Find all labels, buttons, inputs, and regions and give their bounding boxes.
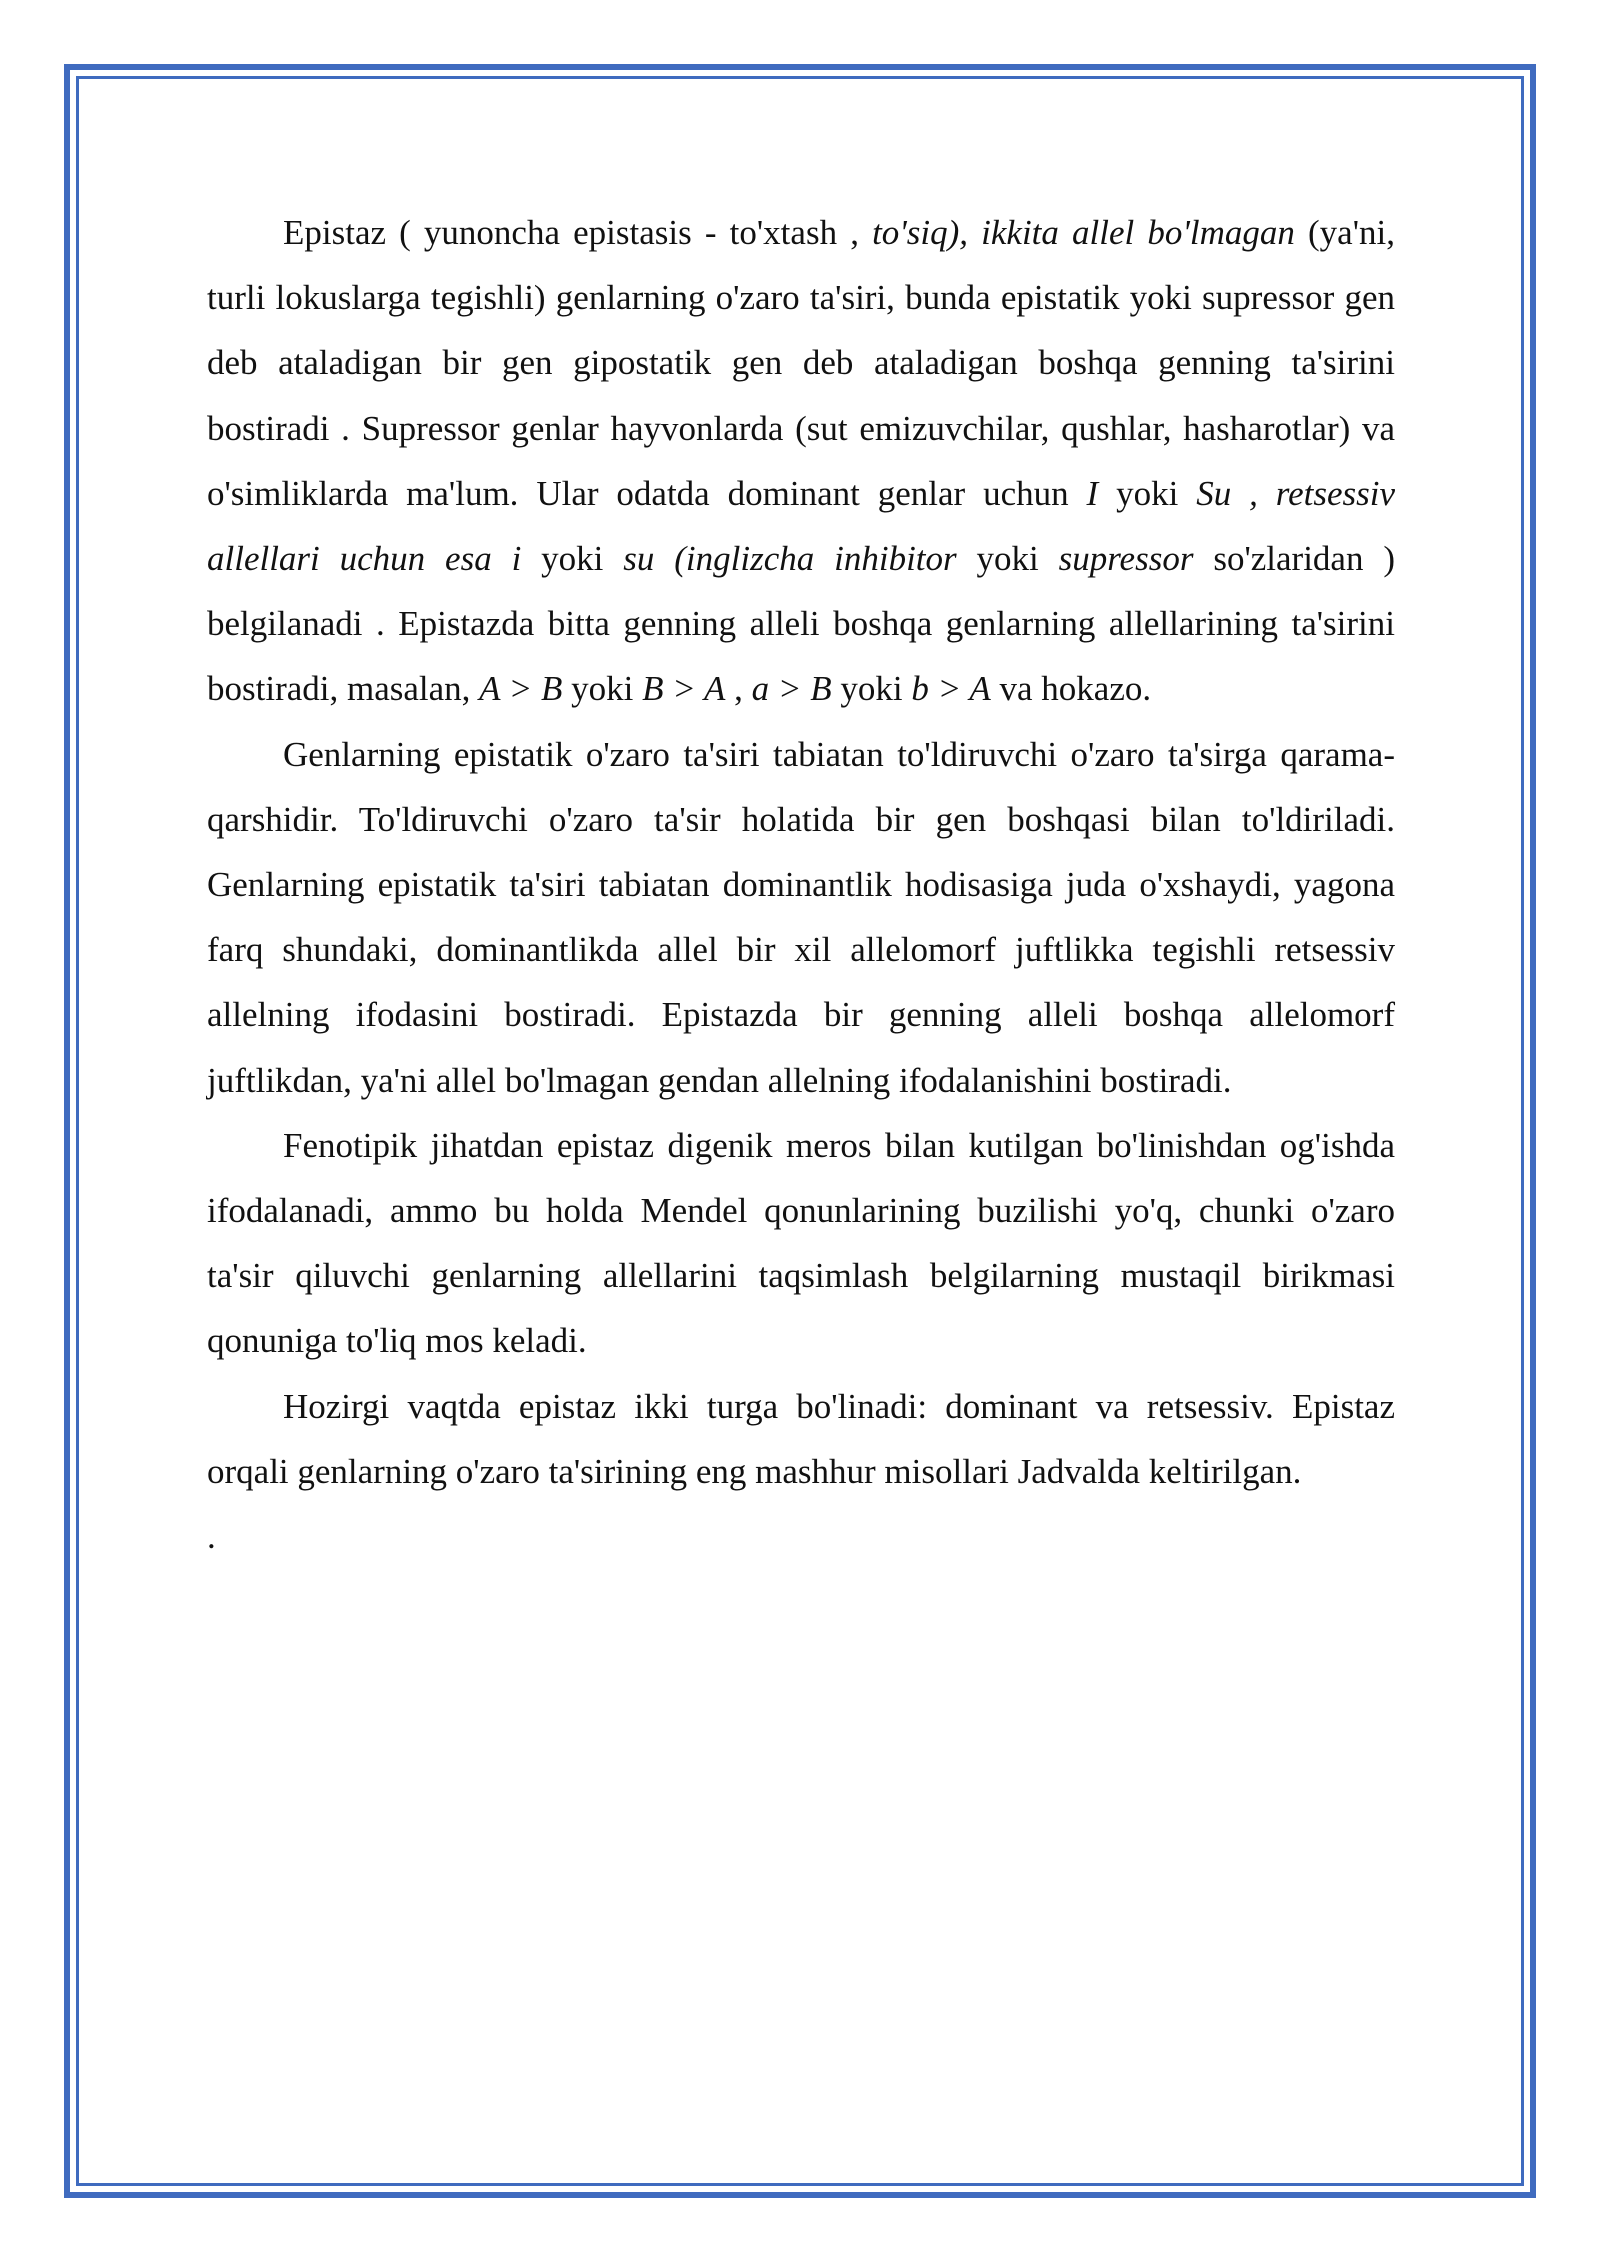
text-run: yoki bbox=[562, 669, 643, 709]
text-run: (ya'ni, turli lokuslarga tegishli) genlarning o'zaro ta'siri, bunda epistatik yoki supressor gen deb ataladigan bir gen gipostatik gen deb ataladigan boshqa genning ta'sirini bostiradi . Supressor genlar hayvonlarda (sut emizuvchilar, qushlar, hasharotlar) va o'simliklarda ma'lum. Ular odatda dominant genlar uchun bbox=[207, 213, 1395, 513]
paragraph-epistasis-types: Hozirgi vaqtda epistaz ikki turga bo'linadi: dominant va retsessiv. Epistaz orqali genlarning o'zaro ta'sirining eng mashhur misollari Jadvalda keltirilgan. bbox=[207, 1386, 1395, 1491]
text-run: yoki bbox=[956, 539, 1059, 579]
text-run-italic: B > A bbox=[642, 669, 726, 709]
document-body bbox=[207, 200, 1395, 1569]
text-run-italic: a > B bbox=[751, 669, 832, 709]
text-run-italic: A > B bbox=[479, 669, 563, 709]
paragraph-epistatic-vs-complementary: Genlarning epistatik o'zaro ta'siri tabiatan to'ldiruvchi o'zaro ta'sirga qarama-qarshidir. To'ldiruvchi o'zaro ta'sir holatida bir gen boshqasi bilan to'ldiriladi. Genlarning epistatik ta'siri tabiatan dominantlik hodisasiga juda o'xshaydi, yagona farq shundaki, dominantlikda allel bir xil allelomorf juftlikka tegishli retsessiv allelning ifodasini bostiradi. Epistazda bir genning alleli boshqa allelomorf juftlikdan, ya'ni allel bo'lmagan gendan allelning ifodalanishini bostiradi. bbox=[207, 734, 1395, 1100]
text-run-italic: b > A bbox=[911, 669, 991, 709]
text-run-italic: supressor bbox=[1058, 539, 1194, 579]
text-run: Epistaz ( yunoncha epistasis - to'xtash , bbox=[283, 213, 873, 252]
text-run: yoki bbox=[521, 539, 624, 579]
text-run-italic: to'siq), ikkita allel bo'lmagan bbox=[872, 213, 1295, 252]
text-run: so'zlaridan ) belgilanadi . Epistazda bitta genning alleli boshqa genlarning allellarining ta'sirini bostiradi, masalan, bbox=[207, 539, 1395, 709]
text-run-italic: Su , retsessiv allellari uchun esa i bbox=[207, 473, 1395, 579]
text-run-italic: su (inglizcha inhibitor bbox=[623, 539, 957, 579]
paragraph-epistaz-definition bbox=[207, 200, 1395, 722]
text-run-italic: I bbox=[1086, 473, 1099, 513]
paragraph-phenotypic-epistasis: Fenotipik jihatdan epistaz digenik meros bilan kutilgan bo'linishdan og'ishda ifodalanadi, ammo bu holda Mendel qonunlarining buzilishi yo'q, chunki o'zaro ta'sir qiluvchi genlarning allellarini taqsimlash belgilarning mustaqil birikmasi qonuniga to'liq mos keladi. bbox=[207, 1125, 1395, 1361]
trailing-dot: . bbox=[207, 1517, 216, 1557]
text-run: yoki bbox=[831, 669, 912, 709]
text-run: yoki bbox=[1098, 473, 1197, 513]
text-run: , bbox=[725, 669, 752, 709]
text-run: va hokazo. bbox=[990, 669, 1152, 709]
